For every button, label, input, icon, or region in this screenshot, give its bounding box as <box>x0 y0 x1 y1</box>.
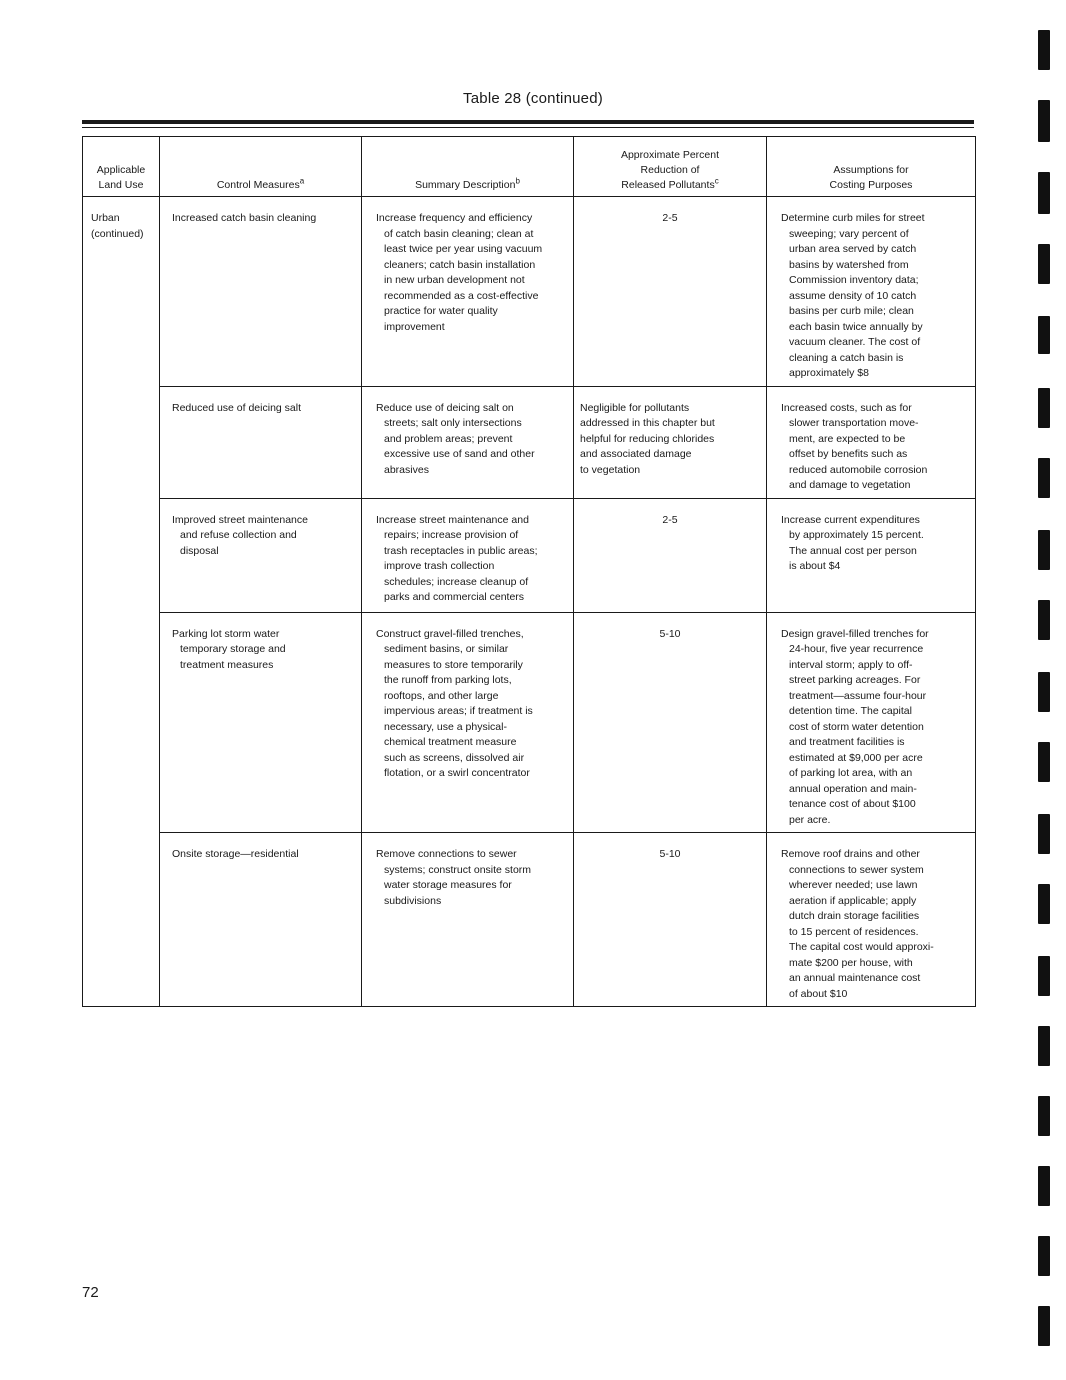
control-measure-cell <box>160 386 362 498</box>
cell-line: wherever needed; use lawn <box>789 879 918 891</box>
cell-line: mate $200 per house, with <box>789 956 913 969</box>
cell-line: measures to store temporarily <box>384 658 523 671</box>
cell-line: The annual cost per person <box>789 544 917 557</box>
binder-mark <box>1038 1306 1050 1346</box>
cell-line: water storage measures for <box>384 879 512 891</box>
cell-line: vacuum cleaner. The cost of <box>789 336 921 348</box>
cell-line: interval storm; apply to off- <box>789 658 913 671</box>
cell-line: repairs; increase provision of <box>384 529 519 541</box>
cell-line: offset by benefits such as <box>789 448 908 460</box>
summary-cell <box>362 833 574 1007</box>
header-rule-thin <box>82 127 974 128</box>
control-measure-cell <box>160 197 362 387</box>
cell-line: Increase current expenditures <box>781 513 920 526</box>
cell-line: systems; construct onsite storm <box>384 863 532 876</box>
footnote-a: a <box>299 176 305 186</box>
cell-line: annual operation and main- <box>789 782 917 795</box>
cell-line: parks and commercial centers <box>384 591 525 603</box>
cell-line: Increased catch basin cleaning <box>172 212 317 224</box>
cell-line: 5-10 <box>659 848 681 860</box>
cell-line: Increased costs, such as for <box>781 401 912 414</box>
assumptions-cell <box>767 498 976 612</box>
cell-line: Construct gravel-filled trenches, <box>376 627 524 640</box>
cell-line: street parking acreages. For <box>789 674 921 686</box>
cell-line: streets; salt only intersections <box>384 417 522 429</box>
binder-mark <box>1038 956 1050 996</box>
assumptions-cell <box>767 612 976 833</box>
cell-line: and treatment facilities is <box>789 736 905 748</box>
header-land-use: Applicable Land Use <box>83 137 160 197</box>
cell-line: sediment basins, or similar <box>384 643 509 655</box>
control-measures-table <box>82 136 976 1007</box>
cell-line: Improved street maintenance <box>172 513 308 526</box>
table-row <box>83 197 976 387</box>
cell-line: Design gravel-filled trenches for <box>781 627 929 640</box>
cell-line: detention time. The capital <box>789 705 912 717</box>
cell-line: slower transportation move- <box>789 417 919 429</box>
cell-line: Increase street maintenance and <box>376 513 529 526</box>
header-rule-thick <box>82 120 974 124</box>
cell-line: improvement <box>384 320 445 333</box>
cell-line: Commission inventory data; <box>789 274 919 286</box>
cell-line: flotation, or a swirl concentrator <box>384 767 530 779</box>
binder-mark <box>1038 244 1050 284</box>
cell-line: in new urban development not <box>384 274 525 286</box>
cell-line: urban area served by catch <box>789 243 917 255</box>
cell-line: Remove connections to sewer <box>376 848 517 860</box>
summary-cell <box>362 197 574 387</box>
cell-line: least twice per year using vacuum <box>384 243 543 255</box>
cell-line: cleaning a catch basin is <box>789 351 904 364</box>
cell-line: Increase frequency and efficiency <box>376 212 533 224</box>
cell-line: ment, are expected to be <box>789 432 906 445</box>
binder-mark <box>1038 884 1050 924</box>
binder-mark <box>1038 388 1050 428</box>
binder-mark <box>1038 672 1050 712</box>
cell-line: each basin twice annually by <box>789 320 923 333</box>
cell-line: recommended as a cost-effective <box>384 289 539 302</box>
table-row <box>83 498 976 612</box>
control-measure-cell <box>160 833 362 1007</box>
cell-line: 24-hour, five year recurrence <box>789 643 924 655</box>
cell-line: trash receptacles in public areas; <box>384 544 538 557</box>
cell-line: disposal <box>180 544 219 557</box>
cell-line: treatment measures <box>180 658 274 671</box>
cell-line: 5-10 <box>659 627 681 640</box>
binder-mark <box>1038 30 1050 70</box>
land-use-cell: Urban (continued) <box>83 197 160 1007</box>
cell-line: necessary, use a physical- <box>384 720 507 733</box>
assumptions-cell <box>767 833 976 1007</box>
reduction-cell <box>574 197 767 387</box>
cell-line: excessive use of sand and other <box>384 448 535 460</box>
page-number: 72 <box>82 1284 99 1301</box>
cell-line: the runoff from parking lots, <box>384 674 512 686</box>
cell-line: Reduce use of deicing salt on <box>376 401 514 414</box>
table-row <box>83 386 976 498</box>
cell-line: rooftops, and other large <box>384 689 499 702</box>
cell-line: connections to sewer system <box>789 863 924 876</box>
binder-mark <box>1038 172 1050 214</box>
cell-line: schedules; increase cleanup of <box>384 575 529 588</box>
cell-line: of about $10 <box>789 987 848 1000</box>
binder-mark <box>1038 458 1050 498</box>
cell-line: improve trash collection <box>384 560 495 572</box>
table-header-row <box>83 137 976 197</box>
summary-cell <box>362 498 574 612</box>
cell-line: basins by watershed from <box>789 258 909 271</box>
cell-line: Onsite storage—residential <box>172 848 299 860</box>
cell-line: per acre. <box>789 813 831 826</box>
cell-line: Reduced use of deicing salt <box>172 401 301 414</box>
cell-line: 2-5 <box>662 513 678 526</box>
cell-line: practice for water quality <box>384 305 498 317</box>
control-measure-cell <box>160 498 362 612</box>
assumptions-cell <box>767 197 976 387</box>
cell-line: by approximately 15 percent. <box>789 529 924 541</box>
header-control-measures: Control Measures$^a$ <box>160 137 362 197</box>
table-row <box>83 833 976 1007</box>
cell-line: tenance cost of about $100 <box>789 798 916 810</box>
cell-line: sweeping; vary percent of <box>789 227 909 240</box>
cell-line: Negligible for pollutants <box>580 401 690 414</box>
binder-mark <box>1038 600 1050 640</box>
cell-line: temporary storage and <box>180 643 286 655</box>
cell-line: and associated damage <box>580 448 692 460</box>
footnote-b: b <box>515 176 520 186</box>
binder-mark <box>1038 1236 1050 1276</box>
table-title: Table 28 (continued) <box>463 90 603 107</box>
cell-line: approximately $8 <box>789 367 869 379</box>
reduction-cell <box>574 833 767 1007</box>
cell-line: an annual maintenance cost <box>789 972 921 984</box>
assumptions-cell <box>767 386 976 498</box>
cell-line: addressed in this chapter but <box>580 417 715 429</box>
binder-mark <box>1038 1096 1050 1136</box>
cell-line: subdivisions <box>384 894 442 907</box>
cell-line: aeration if applicable; apply <box>789 894 917 907</box>
cell-line: helpful for reducing chlorides <box>580 432 715 445</box>
table-body <box>83 197 976 1007</box>
footnote-c: c <box>714 176 719 186</box>
control-measure-cell <box>160 612 362 833</box>
binder-mark <box>1038 1166 1050 1206</box>
cell-line: of parking lot area, with an <box>789 767 913 779</box>
reduction-cell <box>574 386 767 498</box>
cell-line: chemical treatment measure <box>384 736 517 748</box>
reduction-cell <box>574 498 767 612</box>
summary-cell <box>362 612 574 833</box>
cell-line: Parking lot storm water <box>172 627 280 640</box>
binder-mark <box>1038 530 1050 570</box>
reduction-cell <box>574 612 767 833</box>
cell-line: cost of storm water detention <box>789 720 924 733</box>
binder-mark <box>1038 1026 1050 1066</box>
binder-mark <box>1038 316 1050 354</box>
header-assumptions: Assumptions for Costing Purposes <box>767 137 976 197</box>
cell-line: dutch drain storage facilities <box>789 910 920 922</box>
summary-cell <box>362 386 574 498</box>
cell-line: treatment—assume four-hour <box>789 689 927 702</box>
cell-line: reduced automobile corrosion <box>789 463 928 476</box>
cell-line: of catch basin cleaning; clean at <box>384 227 534 240</box>
binder-mark <box>1038 100 1050 142</box>
cell-line: and problem areas; prevent <box>384 432 513 445</box>
table-row <box>83 612 976 833</box>
cell-line: basins per curb mile; clean <box>789 305 914 317</box>
binder-mark <box>1038 742 1050 782</box>
cell-line: Determine curb miles for street <box>781 212 925 224</box>
cell-line: to vegetation <box>580 463 641 476</box>
header-reduction: Approximate Percent Reduction of Released Pollutants$^c$ <box>574 137 767 197</box>
cell-line: abrasives <box>384 463 429 476</box>
cell-line: cleaners; catch basin installation <box>384 258 536 271</box>
cell-line: 2-5 <box>662 212 678 224</box>
cell-line: The capital cost would approxi- <box>789 941 934 953</box>
cell-line: and damage to vegetation <box>789 479 911 491</box>
cell-line: estimated at $9,000 per acre <box>789 751 923 764</box>
cell-line: and refuse collection and <box>180 529 297 541</box>
cell-line: assume density of 10 catch <box>789 289 917 302</box>
cell-line: impervious areas; if treatment is <box>384 705 533 717</box>
cell-line: Remove roof drains and other <box>781 848 920 860</box>
header-summary-description: Summary Description$^b$ <box>362 137 574 197</box>
cell-line: such as screens, dissolved air <box>384 751 525 764</box>
binder-mark <box>1038 814 1050 854</box>
cell-line: to 15 percent of residences. <box>789 925 919 938</box>
cell-line: is about $4 <box>789 560 841 572</box>
